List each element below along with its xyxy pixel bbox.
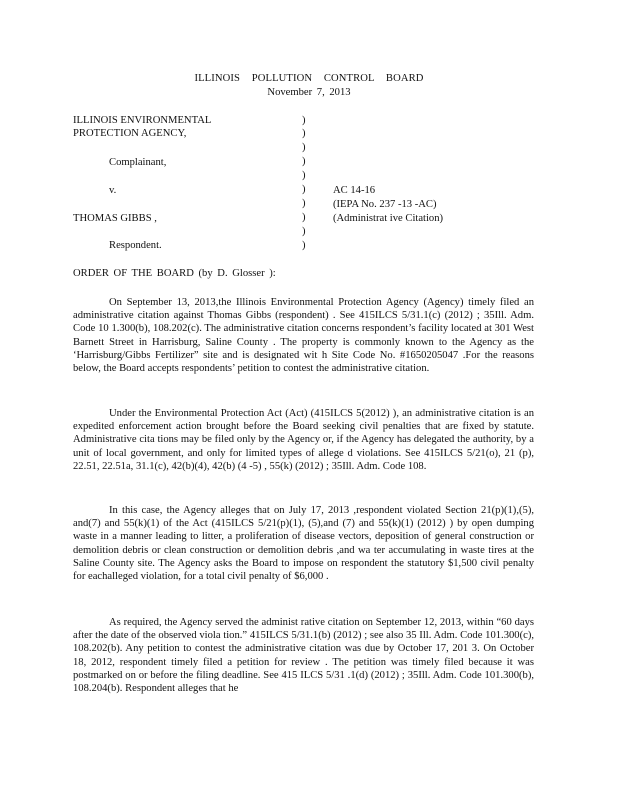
citation-type: (Administrat ive Citation) [333,213,444,224]
respondent-role: Respondent. [109,240,162,251]
versus-label: v. [109,185,117,196]
body-paragraph: Under the Environmental Protection Act (Act) (415ILCS 5(2012) ), an administrative citation is an expedited enforcement action brought before the Board seeking civil penalties that are fixed by statute. Administrative cita tions may be filed only by the Agency or, if the Agency has delegated the authority, by a unit of local government, and only for limited types of allege d violations. See 415ILCS 5/21(o), 21 (p), 22.51, 22.51a, 31.1(c), 42(b)(4), 42(b) (4 -5) , 55(k) (2012) ; 35Ill. Adm. Code 108. [73,408,534,472]
body-paragraph: As required, the Agency served the administ rative citation on September 12, 2013, within “60 days after the date of the observed viola tion.” 415ILCS 5/31.1(b) (2012) ; see also 35 Ill. Adm. Code 101.300(c), 108.202(b). Any petition to contest the administrative citation was due by October 17, 201 3. On October 18, 2012, respondent timely filed a petition for review . The petition was timely filed because it was postmarked on or before the filing deadline. See 415 ILCS 5/31 .1(d) (2012) ; 35Ill. Adm. Code 101.300(b), 108.204(b). Respondent alleges that he [73,617,534,695]
caption-paren: ) [302,115,306,126]
caption-paren: ) [302,226,306,237]
body-paragraph: On September 13, 2013,the Illinois Environmental Protection Agency (Agency) timely filed an administrative citation against Thomas Gibbs (respondent) . See 415ILCS 5/31.1(c) (2012) ; 35Ill. Adm. Code 10 1.300(b), 108.202(c). The administrative citation concerns respondent’s facility located at 301 West Barnett Street in Harrisburg, Saline County . The property is commonly known to the Agency as the ‘Harrisburg/Gibbs Fertilizer” site and is designated wit h Site Code No. #1650205047 .For the reasons below, the Board accepts respondents’ petition to contest the administrative citation. [73,297,534,375]
caption-paren: ) [302,128,306,139]
complainant-name-line1: ILLINOIS ENVIRONMENTAL [73,115,212,126]
complainant-role: Complainant, [109,157,167,168]
caption-paren: ) [302,156,306,167]
caption-paren: ) [302,170,306,181]
caption-paren: ) [302,184,306,195]
caption-paren: ) [302,240,306,251]
caption-paren: ) [302,142,306,153]
case-caption [73,114,553,254]
order-title: ORDER OF THE BOARD (by D. Glosser ): [73,268,276,279]
iepa-number: (IEPA No. 237 -13 -AC) [333,199,437,210]
board-name-heading: ILLINOIS POLLUTION CONTROL BOARD [194,73,424,84]
caption-paren: ) [302,212,306,223]
respondent-name: THOMAS GIBBS , [73,213,157,224]
body-paragraph: In this case, the Agency alleges that on July 17, 2013 ,respondent violated Section 21(p)(1),(5), and(7) and 55(k)(1) of the Act (415ILCS 5/21(p)(1), (5),and (7) and 55(k)(1) (2012) ) by open dumping waste in a manner leading to litter, a proliferation of disease vectors, deposition of general construction or demolition debris or clean construction or demolition debris ,and wa ter accumulating in waste tires at the Saline County site. The Agency asks the Board to impose on respondent the statutory $1,500 civil penalty for eachalleged violation, for a total civil penalty of $6,000 . [73,505,534,583]
case-number: AC 14-16 [333,185,376,196]
order-date: November 7, 2013 [267,87,351,98]
caption-paren: ) [302,198,306,209]
complainant-name-line2: PROTECTION AGENCY, [73,128,187,139]
